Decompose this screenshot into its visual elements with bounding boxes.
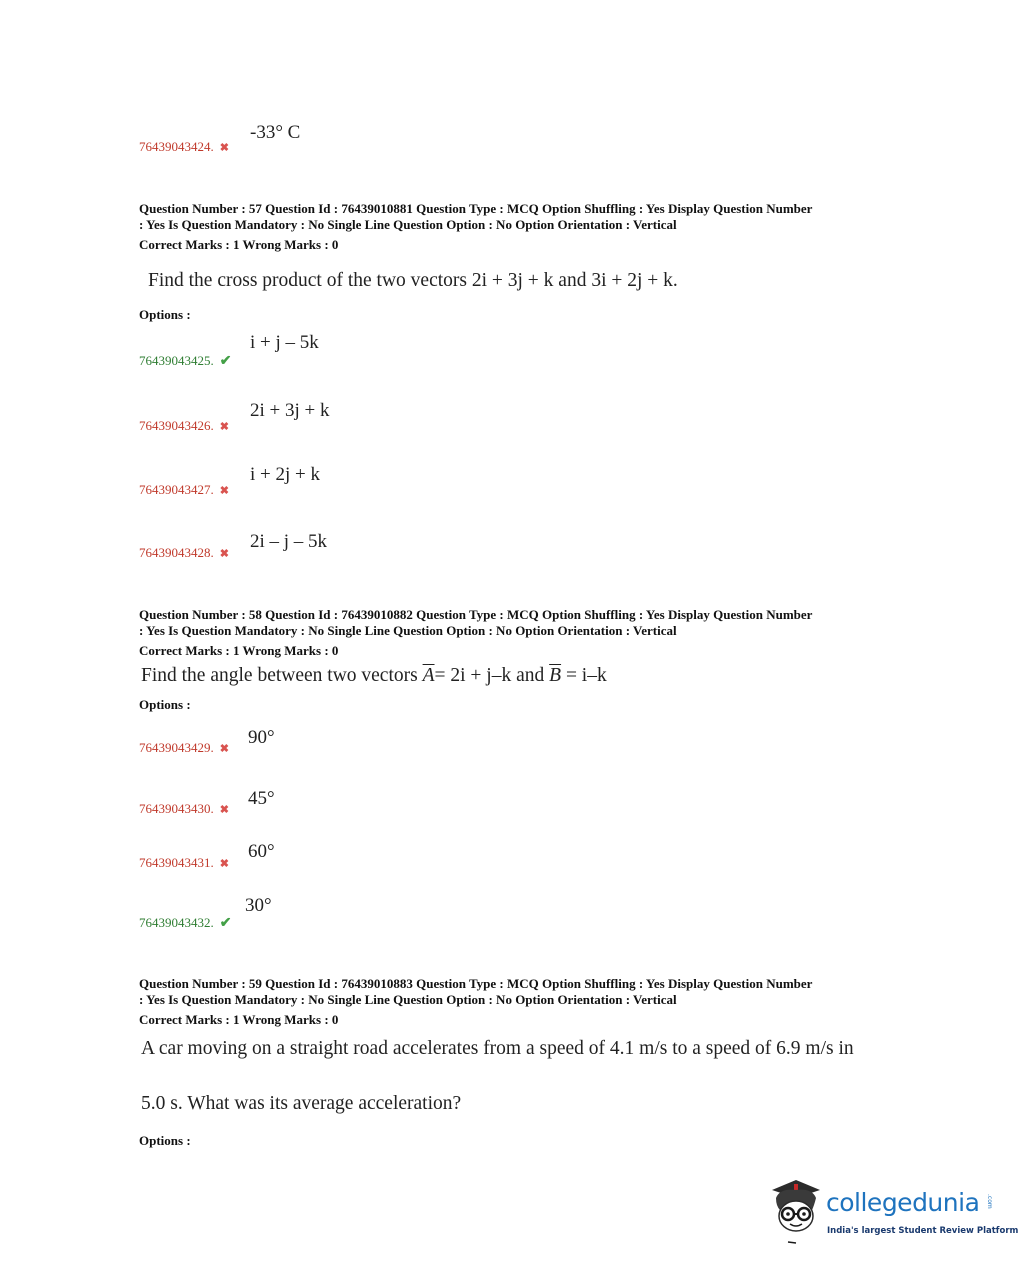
option-text: i + j – 5k <box>250 332 319 353</box>
option-text: i + 2j + k <box>250 464 320 485</box>
option-text: 30° <box>245 895 272 916</box>
question-meta: Question Number : 59 Question Id : 76439010883 Question Type : MCQ Option Shuffling : Yes Display Question Number : Yes Is Question Mandatory : No Single Line Question Option : No Option Orientation : Vertical Correct Marks : 1 Wrong Marks : 0 <box>139 976 813 1027</box>
option-id: 76439043424. ✖ <box>139 139 229 154</box>
options-label: Options : <box>139 697 191 712</box>
check-icon: ✔ <box>219 916 232 931</box>
question-text-line-2: 5.0 s. What was its average acceleration? <box>141 1093 462 1114</box>
option-id: 76439043429. ✖ <box>139 740 229 755</box>
cross-icon: ✖ <box>219 858 229 870</box>
option-id: 76439043426. ✖ <box>139 418 229 433</box>
option-id: 76439043431. ✖ <box>139 855 229 870</box>
logo-domain: .com <box>986 1194 993 1209</box>
option-text: 2i + 3j + k <box>250 400 330 421</box>
option-text: -33° C <box>250 122 301 143</box>
question-text: Find the cross product of the two vectors 2i + 3j + k and 3i + 2j + k. <box>148 270 678 291</box>
cross-icon: ✖ <box>219 548 229 560</box>
question-meta: Question Number : 58 Question Id : 76439010882 Question Type : MCQ Option Shuffling : Yes Display Question Number : Yes Is Question Mandatory : No Single Line Question Option : No Option Orientation : Vertical Correct Marks : 1 Wrong Marks : 0 <box>139 607 813 658</box>
cross-icon: ✖ <box>219 804 229 816</box>
option-text: 2i – j – 5k <box>250 531 328 552</box>
vector-b: $\overline{B}$ <box>549 665 562 686</box>
cross-icon: ✖ <box>219 485 229 497</box>
vector-a: $\overline{A}$ <box>422 665 435 686</box>
question-text-line-1: A car moving on a straight road accelerates from a speed of 4.1 m/s to a speed of 6.9 m/s in <box>141 1038 854 1059</box>
mascot-icon <box>766 1176 826 1246</box>
option-text: 45° <box>248 788 275 809</box>
logo-tagline: India's largest Student Review Platform <box>827 1226 1019 1236</box>
option-id: 76439043425. ✔ <box>139 353 232 369</box>
check-icon: ✔ <box>219 354 232 369</box>
option-id: 76439043428. ✖ <box>139 545 229 560</box>
option-id: 76439043430. ✖ <box>139 801 229 816</box>
option-id: 76439043432. ✔ <box>139 915 232 931</box>
cross-icon: ✖ <box>219 142 229 154</box>
cross-icon: ✖ <box>219 743 229 755</box>
option-text: 60° <box>248 841 275 862</box>
question-meta: Question Number : 57 Question Id : 76439010881 Question Type : MCQ Option Shuffling : Yes Display Question Number : Yes Is Question Mandatory : No Single Line Question Option : No Option Orientation : Vertical Correct Marks : 1 Wrong Marks : 0 <box>139 201 813 252</box>
options-label: Options : <box>139 307 191 322</box>
option-id: 76439043427. ✖ <box>139 482 229 497</box>
options-label: Options : <box>139 1133 191 1148</box>
logo-wordmark: collegedunia <box>826 1188 980 1217</box>
cross-icon: ✖ <box>219 421 229 433</box>
collegedunia-logo <box>766 1176 1019 1246</box>
question-text: Find the angle between two vectors $\overline{A}= 2i + j-k$ and $\overline{B} = i-k$ <box>141 665 607 686</box>
option-text: 90° <box>248 727 275 748</box>
